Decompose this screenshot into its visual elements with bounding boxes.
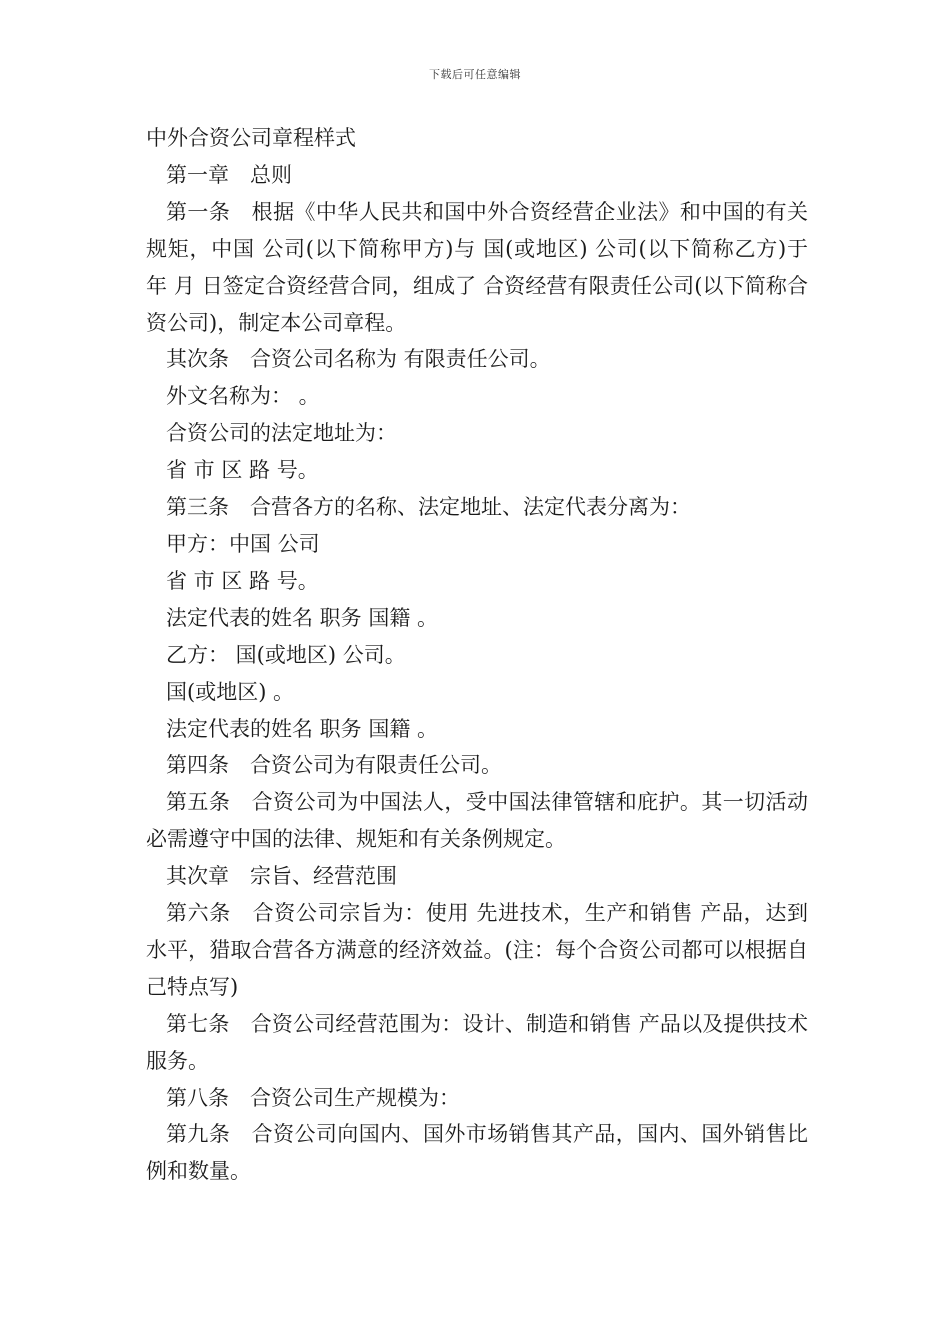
article-2: 其次条 合资公司名称为 有限责任公司。 xyxy=(166,347,551,372)
document-body xyxy=(146,120,808,1190)
chapter-2-heading: 其次章 宗旨、经营范围 xyxy=(166,864,397,889)
article-9: 第九条 合资公司向国内、国外市场销售其产品，国内、国外销售比例和数量。 xyxy=(146,1122,808,1184)
party-a-representative: 法定代表的姓名 职务 国籍 。 xyxy=(166,605,439,630)
legal-address-label: 合资公司的法定地址为： xyxy=(166,421,397,446)
party-b-representative: 法定代表的姓名 职务 国籍 。 xyxy=(166,716,439,741)
article-5: 第五条 合资公司为中国法人，受中国法律管辖和庇护。其一切活动必需遵守中国的法律、规矩和有关条例规定。 xyxy=(146,790,808,852)
party-a-line: 甲方：中国 公司 xyxy=(166,531,320,556)
party-a-address: 省 市 区 路 号。 xyxy=(166,568,319,593)
article-3: 第三条 合营各方的名称、法定地址、法定代表分离为： xyxy=(166,495,691,520)
article-4: 第四条 合资公司为有限责任公司。 xyxy=(166,753,502,778)
party-b-line: 乙方： 国(或地区) 公司。 xyxy=(166,642,406,667)
page-header: 下载后可任意编辑 xyxy=(429,68,521,81)
foreign-name-line: 外文名称为： 。 xyxy=(166,384,320,409)
article-6: 第六条 合资公司宗旨为：使用 先进技术，生产和销售 产品，达到 水平，猎取合营各方满意的经济效益。(注：每个合资公司都可以根据自己特点写) xyxy=(146,901,808,999)
party-b-country: 国(或地区) 。 xyxy=(166,679,295,704)
document-title: 中外合资公司章程样式 xyxy=(146,126,356,150)
chapter-1-heading: 第一章 总则 xyxy=(166,162,292,187)
article-7: 第七条 合资公司经营范围为：设计、制造和销售 产品以及提供技术服务。 xyxy=(146,1011,808,1073)
address-line: 省 市 区 路 号。 xyxy=(166,458,319,483)
article-1: 第一条 根据《中华人民共和国中外合资经营企业法》和中国的有关规矩，中国 公司(以下简称甲方)与 国(或地区) 公司(以下简称乙方)于 年 月 日签定合资经营合同，组成了 合资经营有限责任公司(以下简称合资公司)，制定本公司章程。 xyxy=(146,199,808,335)
article-8: 第八条 合资公司生产规模为： xyxy=(166,1085,460,1110)
